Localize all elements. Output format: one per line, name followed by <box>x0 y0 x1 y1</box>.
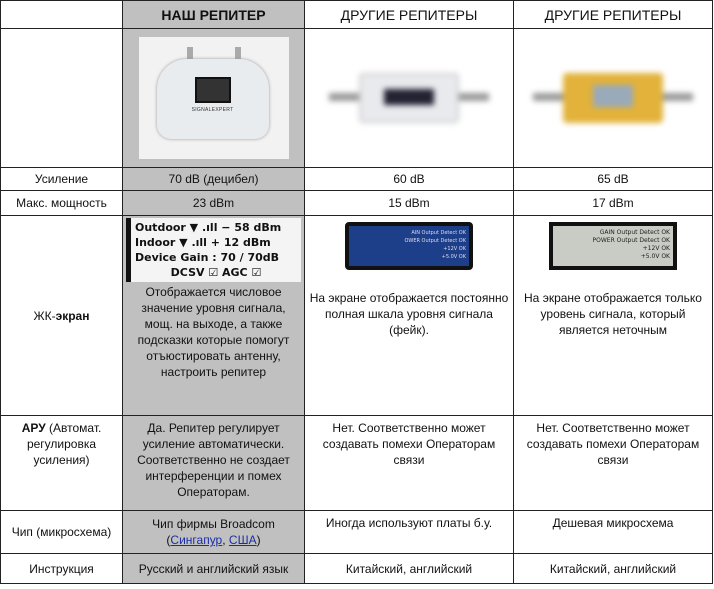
manual-row: Инструкция Русский и английский язык Китайский, английский Китайский, английский <box>1 554 713 584</box>
header-our-repeater: НАШ РЕПИТЕР <box>123 1 305 29</box>
device-brand-label: SIGNALEXPERT <box>191 107 234 113</box>
agc-row: АРУ (Автомат. регулировка усиления) Да. Репитер регулирует усиление автоматически. Соответственно не создает интерференции и помех Операторам. Нет. Соответственно может создавать помехи Операторам связи Нет. Соответственно может создавать помехи Операторам связи <box>1 416 713 511</box>
header-other-repeaters-2: ДРУГИЕ РЕПИТЕРЫ <box>514 1 713 29</box>
link-singapore[interactable]: Сингапур <box>170 533 223 547</box>
header-empty <box>1 1 123 29</box>
header-row <box>1 1 713 29</box>
header-other-repeaters-1: ДРУГИЕ РЕПИТЕРЫ <box>305 1 514 29</box>
other-repeater-photo-1 <box>329 63 489 133</box>
link-usa[interactable]: США <box>228 533 257 547</box>
gain-row: Усиление 70 dB (децибел) 60 dB 65 dB <box>1 168 713 191</box>
other-lcd-screen-2: GAIN Output Detect OK POWER Output Detect OK +12V OK +5.0V OK <box>549 222 677 270</box>
other-repeater-photo-2 <box>533 63 693 133</box>
other-lcd-screen-1: AIN Output Detect OK OWER Output Detect OK +12V OK +5.0V OK <box>345 222 473 270</box>
lcd-row: ЖК-экран Outdoor ▼ .ıll − 58 dBm Indoor ▼ .ıll + 12 dBm Device Gain : 70 / 70dB DCSV ☑ AGC ☑ Отображается числовое значение уровня сигнала, мощ. на выходе, а также подсказки которые помогут отъюстировать антенну, настроить репитер AIN Output Detect OK OWER Output Detect OK +12V OK +5.0V OK На экране отображается постоянно полная шкала уровня сигнала (фейк). GAIN Output Detect OK POWER Output Detect OK +12V OK +5.0V OK На экране отображается только уровень сигнала, который является неточным <box>1 216 713 416</box>
power-row: Макс. мощность 23 dBm 15 dBm 17 dBm <box>1 191 713 216</box>
our-lcd-screen: Outdoor ▼ .ıll − 58 dBm Indoor ▼ .ıll + 12 dBm Device Gain : 70 / 70dB DCSV ☑ AGC ☑ <box>126 218 301 282</box>
image-row <box>1 29 713 168</box>
chip-row: Чип (микросхема) Чип фирмы Broadcom (Сингапур, США) Иногда используют платы б.у. Дешевая микросхема <box>1 511 713 554</box>
our-repeater-photo <box>139 37 289 159</box>
